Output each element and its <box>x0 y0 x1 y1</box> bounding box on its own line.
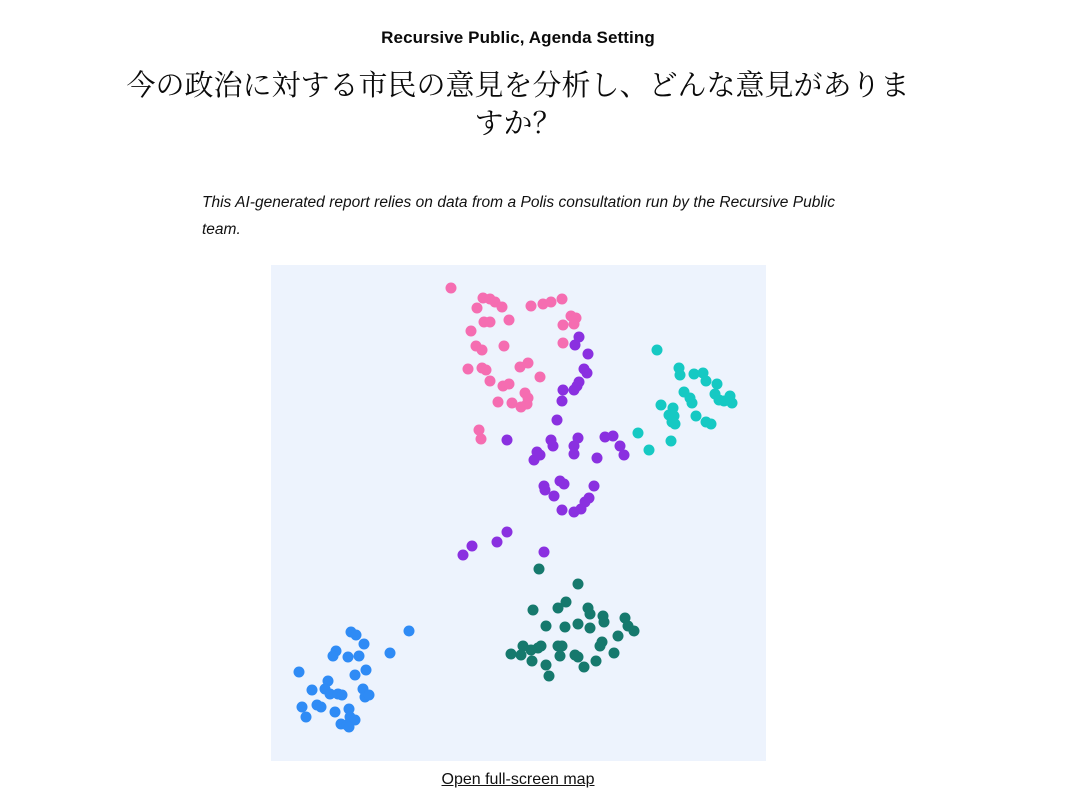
cluster-blue-point <box>403 626 414 637</box>
cluster-purple-point <box>618 450 629 461</box>
map-link-row <box>198 771 838 789</box>
cluster-teal-point <box>632 428 643 439</box>
cluster-pink-point <box>498 341 509 352</box>
cluster-green-point <box>540 621 551 632</box>
cluster-purple-point <box>558 479 569 490</box>
cluster-green-point <box>572 619 583 630</box>
cluster-pink-point <box>496 302 507 313</box>
cluster-pink-point <box>471 303 482 314</box>
cluster-pink-point <box>503 315 514 326</box>
cluster-green-point <box>598 617 609 628</box>
cluster-blue-point <box>353 651 364 662</box>
cluster-purple-point <box>568 449 579 460</box>
cluster-teal-point <box>643 445 654 456</box>
report-kicker: Recursive Public, Agenda Setting <box>381 28 655 47</box>
cluster-purple-point <box>491 537 502 548</box>
cluster-green-point <box>526 656 537 667</box>
cluster-teal-point <box>651 345 662 356</box>
cluster-green-point <box>527 605 538 616</box>
cluster-purple-point <box>548 491 559 502</box>
cluster-purple-point <box>582 349 593 360</box>
opinion-map[interactable] <box>271 265 766 761</box>
page-title: 今の政治に対する市民の意見を分析し、どんな意見がありますか？ <box>126 70 910 140</box>
cluster-green-point <box>584 623 595 634</box>
cluster-pink-point <box>475 434 486 445</box>
cluster-pink-point <box>484 376 495 387</box>
cluster-green-point <box>612 631 623 642</box>
cluster-pink-point <box>503 379 514 390</box>
cluster-purple-point <box>575 504 586 515</box>
cluster-purple-point <box>457 550 468 561</box>
cluster-green-point <box>608 648 619 659</box>
cluster-pink-point <box>557 338 568 349</box>
report-content <box>126 0 910 789</box>
cluster-purple-point <box>501 435 512 446</box>
cluster-blue-point <box>360 665 371 676</box>
cluster-green-point <box>590 656 601 667</box>
cluster-pink-point <box>557 320 568 331</box>
cluster-teal-point <box>690 411 701 422</box>
cluster-purple-point <box>501 527 512 538</box>
cluster-purple-point <box>569 340 580 351</box>
cluster-blue-point <box>336 690 347 701</box>
cluster-blue-point <box>293 667 304 678</box>
cluster-pink-point <box>476 345 487 356</box>
cluster-blue-point <box>343 722 354 733</box>
cluster-blue-point <box>329 707 340 718</box>
cluster-teal-point <box>700 376 711 387</box>
cluster-blue-point <box>300 712 311 723</box>
cluster-purple-point <box>557 385 568 396</box>
cluster-purple-point <box>534 450 545 461</box>
cluster-blue-point <box>384 648 395 659</box>
cluster-teal-point <box>678 387 689 398</box>
cluster-green-point <box>559 622 570 633</box>
cluster-purple-point <box>538 547 549 558</box>
cluster-teal-point <box>669 419 680 430</box>
cluster-pink-point <box>465 326 476 337</box>
cluster-teal-point <box>674 370 685 381</box>
cluster-purple-point <box>556 396 567 407</box>
cluster-blue-point <box>306 685 317 696</box>
cluster-pink-point <box>522 358 533 369</box>
cluster-teal-point <box>718 396 729 407</box>
cluster-teal-point <box>705 419 716 430</box>
cluster-pink-point <box>445 283 456 294</box>
cluster-pink-point <box>492 397 503 408</box>
cluster-green-point <box>578 662 589 673</box>
cluster-pink-point <box>568 319 579 330</box>
cluster-teal-point <box>665 436 676 447</box>
cluster-pink-point <box>515 402 526 413</box>
cluster-purple-point <box>466 541 477 552</box>
cluster-blue-point <box>363 690 374 701</box>
open-fullscreen-map-link[interactable]: Open full-screen map <box>441 771 595 788</box>
cluster-blue-point <box>315 702 326 713</box>
cluster-purple-point <box>556 505 567 516</box>
cluster-green-point <box>515 650 526 661</box>
cluster-purple-point <box>607 431 618 442</box>
cluster-pink-point <box>484 317 495 328</box>
cluster-pink-point <box>534 372 545 383</box>
cluster-blue-point <box>342 652 353 663</box>
cluster-teal-point <box>686 398 697 409</box>
cluster-blue-point <box>349 670 360 681</box>
cluster-green-point <box>535 641 546 652</box>
cluster-green-point <box>540 660 551 671</box>
cluster-green-point <box>554 651 565 662</box>
report-note: This AI-generated report relies on data from a Polis consultation run by the Recursive Public team. <box>202 194 835 238</box>
cluster-green-point <box>584 609 595 620</box>
cluster-green-point <box>533 564 544 575</box>
cluster-teal-point <box>655 400 666 411</box>
cluster-purple-point <box>588 481 599 492</box>
cluster-green-point <box>628 626 639 637</box>
cluster-purple-point <box>551 415 562 426</box>
cluster-purple-point <box>568 385 579 396</box>
cluster-blue-point <box>358 639 369 650</box>
cluster-green-point <box>594 641 605 652</box>
cluster-pink-point <box>545 297 556 308</box>
cluster-green-point <box>543 671 554 682</box>
cluster-green-point <box>572 579 583 590</box>
cluster-pink-point <box>525 301 536 312</box>
cluster-blue-point <box>327 651 338 662</box>
cluster-pink-point <box>556 294 567 305</box>
cluster-purple-point <box>591 453 602 464</box>
cluster-purple-point <box>547 441 558 452</box>
cluster-pink-point <box>462 364 473 375</box>
cluster-pink-point <box>480 365 491 376</box>
cluster-purple-point <box>581 368 592 379</box>
cluster-green-point <box>552 603 563 614</box>
